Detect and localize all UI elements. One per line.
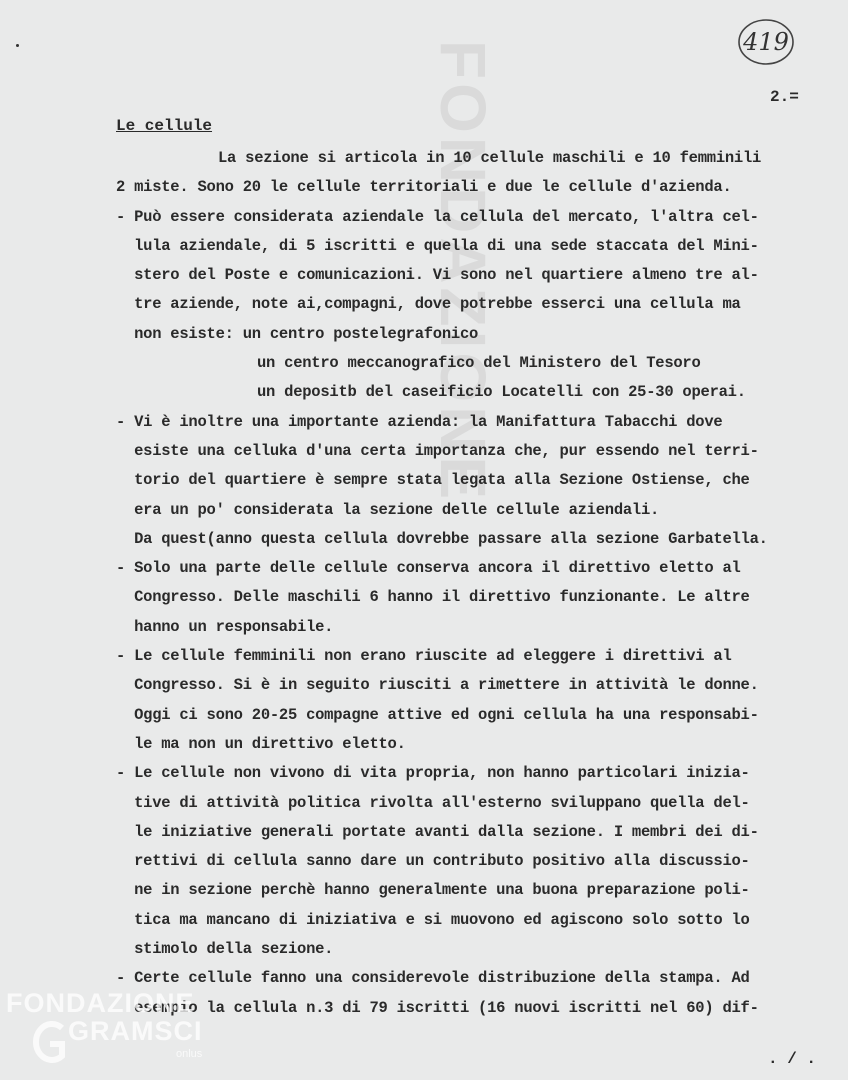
text-line: 2 miste. Sono 20 le cellule territoriali e due le cellule d'azienda. [116, 178, 732, 197]
text-line: le ma non un direttivo eletto. [116, 734, 406, 753]
watermark-logo-line1: FONDAZIONE [6, 988, 195, 1018]
text-line: - Le cellule femminili non erano riuscite ad eleggere i direttivi al [116, 647, 732, 666]
page-number: 2.= [770, 88, 799, 106]
text-line: - Vi è inoltre una importante azienda: la Manifattura Tabacchi dove [116, 412, 723, 431]
text-line: - Solo una parte delle cellule conserva ancora il direttivo eletto al [116, 559, 741, 578]
watermark-logo [6, 988, 216, 1078]
text-line: tive di attività politica rivolta all'esterno sviluppano quella del- [116, 793, 750, 812]
text-line: Da quest(anno questa cellula dovrebbe passare alla sezione Garbatella. [116, 529, 768, 548]
text-line: un centro meccanografico del Ministero del Tesoro [257, 354, 701, 373]
text-line: Congresso. Delle maschili 6 hanno il direttivo funzionante. Le altre [116, 588, 750, 607]
text-line: tica ma mancano di iniziativa e si muovono ed agiscono solo sotto lo [116, 910, 750, 929]
text-line: stimolo della sezione. [116, 940, 334, 959]
section-heading: Le cellule [116, 117, 213, 135]
text-line: Congresso. Si è in seguito riusciti a rimettere in attività le donne. [116, 676, 759, 695]
text-line: esiste una celluka d'una certa importanza che, pur essendo nel terri- [116, 441, 759, 460]
text-line: - Le cellule non vivono di vita propria, non hanno particolari inizia- [116, 764, 750, 783]
text-line: - Può essere considerata aziendale la cellula del mercato, l'altra cel- [116, 207, 759, 226]
text-line: era un po' considerata la sezione delle cellule aziendali. [116, 500, 660, 519]
ink-dot [16, 44, 19, 47]
text-line: La sezione si articola in 10 cellule maschili e 10 femminili [218, 149, 762, 167]
text-line: - Certe cellule fanno una considerevole distribuzione della stampa. Ad [116, 969, 750, 988]
text-line: stero del Poste e comunicazioni. Vi sono nel quartiere almeno tre al- [116, 266, 759, 285]
body-text [116, 144, 846, 1023]
text-line: rettivi di cellula sanno dare un contributo positivo alla discussio- [116, 852, 750, 871]
watermark-logo-line2: GRAMSCI [68, 1016, 203, 1046]
text-line: non esiste: un centro postelegrafonico [116, 324, 479, 343]
folio-stamp [736, 16, 796, 68]
text-line: tre aziende, note ai,compagni, dove potrebbe esserci una cellula ma [116, 295, 741, 314]
watermark-logo-line3: onlus [176, 1048, 203, 1060]
gramsci-logo-icon [28, 1016, 68, 1068]
continuation-mark: . / . [768, 1050, 817, 1068]
text-line: ne in sezione perchè hanno generalmente una buona preparazione poli- [116, 881, 750, 900]
text-line: lula aziendale, di 5 iscritti e quella di una sede staccata del Mini- [116, 236, 759, 255]
text-line: un depositb del caseificio Locatelli con 25-30 operai. [257, 383, 746, 402]
text-line: hanno un responsabile. [116, 617, 334, 636]
watermark-vertical-text: FONDAZIONE [427, 40, 499, 504]
folio-number: 419 [743, 28, 789, 56]
text-line: esempio la cellula n.3 di 79 iscritti (16 nuovi iscritti nel 60) dif- [116, 998, 759, 1017]
text-line: le iniziative generali portate avanti dalla sezione. I membri dei di- [116, 822, 759, 841]
text-line: Oggi ci sono 20-25 compagne attive ed ogni cellula ha una responsabi- [116, 705, 759, 724]
text-line: torio del quartiere è sempre stata legata alla Sezione Ostiense, che [116, 471, 750, 490]
